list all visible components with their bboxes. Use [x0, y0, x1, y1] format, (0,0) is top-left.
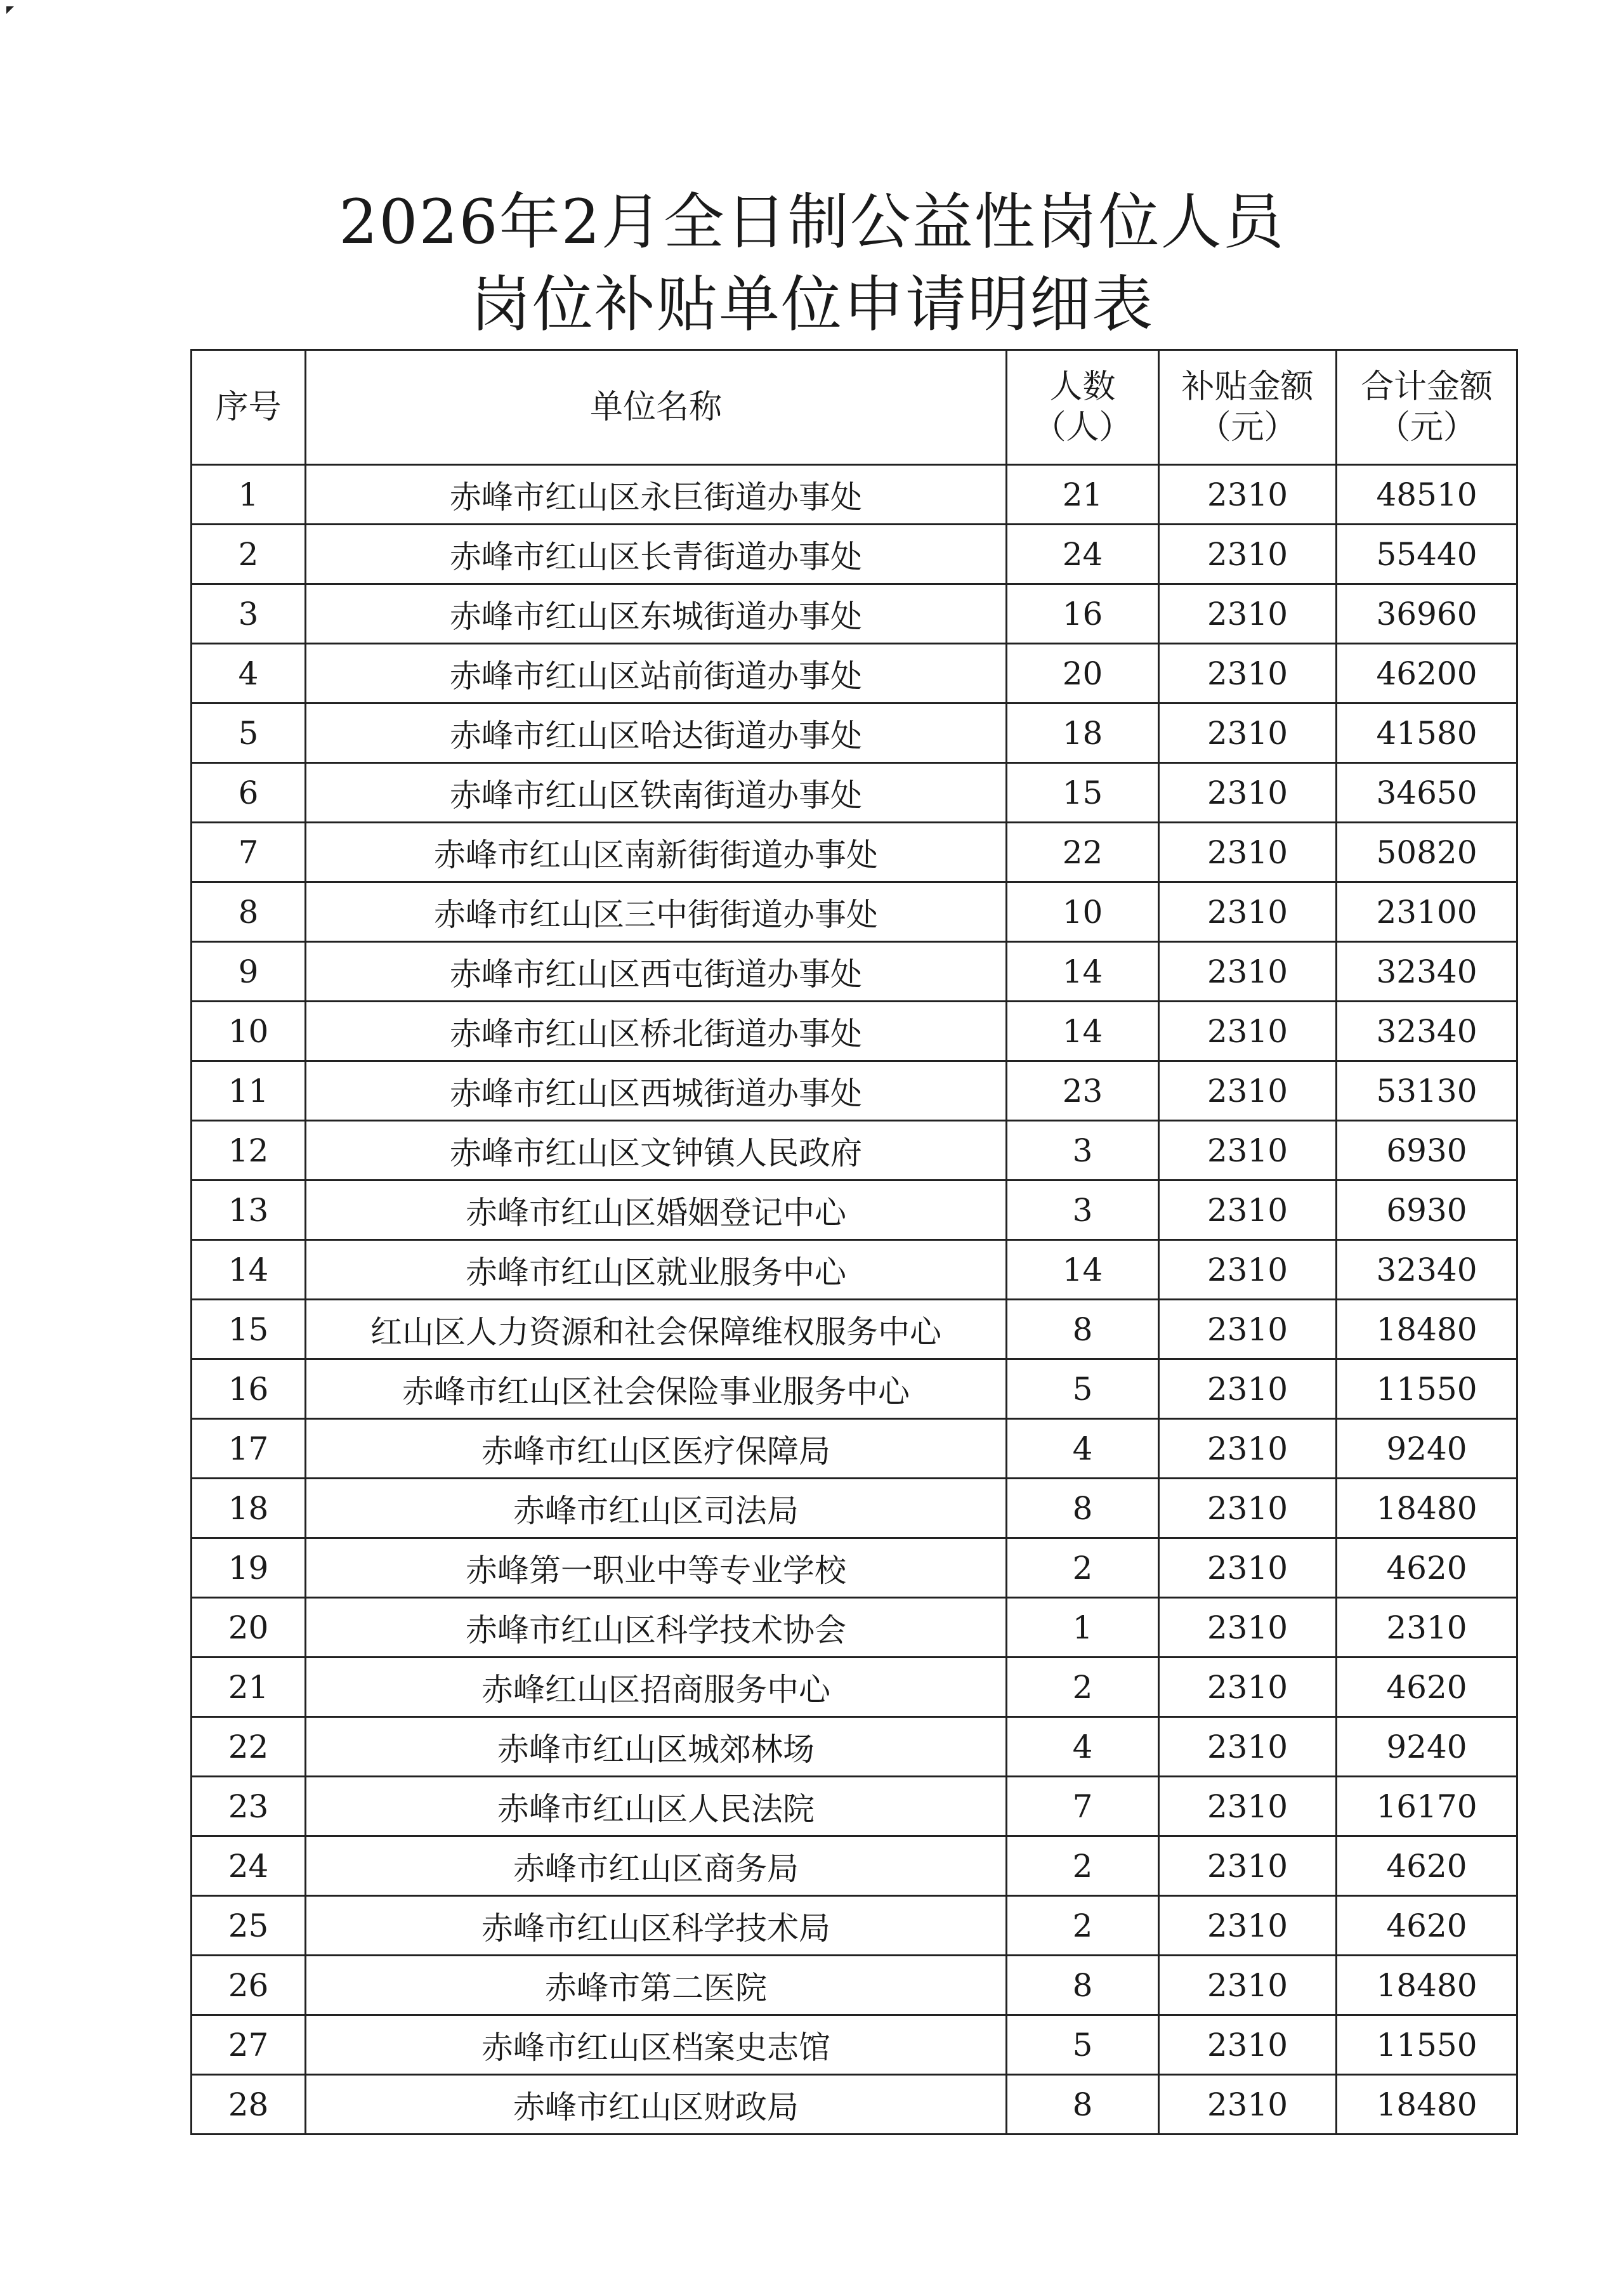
cell-no: 25 [192, 1896, 306, 1956]
cell-unit-name: 赤峰市红山区永巨街道办事处 [306, 465, 1007, 525]
table-header [192, 350, 1517, 465]
cell-count: 8 [1007, 1300, 1159, 1359]
cell-unit-name: 赤峰市红山区人民法院 [306, 1777, 1007, 1836]
cell-no: 15 [192, 1300, 306, 1359]
cell-count: 14 [1007, 1240, 1159, 1300]
table-row [192, 1658, 1517, 1717]
header-unit-name: 单位名称 [306, 350, 1007, 465]
table-row [192, 1479, 1517, 1538]
table-row [192, 465, 1517, 525]
cell-count: 4 [1007, 1419, 1159, 1479]
cell-total: 4620 [1337, 1538, 1517, 1598]
cell-no: 5 [192, 703, 306, 763]
cell-count: 23 [1007, 1061, 1159, 1121]
cell-unit-name: 赤峰红山区招商服务中心 [306, 1658, 1007, 1717]
cell-count: 4 [1007, 1717, 1159, 1777]
header-count [1007, 350, 1159, 465]
cell-total: 53130 [1337, 1061, 1517, 1121]
cell-subsidy: 2310 [1159, 1836, 1337, 1896]
cell-total: 4620 [1337, 1658, 1517, 1717]
cell-subsidy: 2310 [1159, 1061, 1337, 1121]
cell-no: 28 [192, 2075, 306, 2135]
cell-subsidy: 2310 [1159, 763, 1337, 823]
cell-total: 9240 [1337, 1419, 1517, 1479]
cell-subsidy: 2310 [1159, 1538, 1337, 1598]
cell-subsidy: 2310 [1159, 942, 1337, 1002]
cell-subsidy: 2310 [1159, 525, 1337, 584]
cell-count: 2 [1007, 1538, 1159, 1598]
cell-subsidy: 2310 [1159, 584, 1337, 644]
table-row [192, 763, 1517, 823]
cell-total: 18480 [1337, 1479, 1517, 1538]
cell-subsidy: 2310 [1159, 703, 1337, 763]
cell-no: 11 [192, 1061, 306, 1121]
table-row [192, 1359, 1517, 1419]
cell-count: 8 [1007, 1956, 1159, 2015]
table-row [192, 882, 1517, 942]
cell-total: 16170 [1337, 1777, 1517, 1836]
cell-unit-name: 赤峰市红山区桥北街道办事处 [306, 1002, 1007, 1061]
header-count-label: 人数 [1049, 368, 1116, 406]
table-row [192, 1002, 1517, 1061]
cell-no: 26 [192, 1956, 306, 2015]
cell-count: 8 [1007, 2075, 1159, 2135]
cell-no: 17 [192, 1419, 306, 1479]
document-title-line-1: 2026年2月全日制公益性岗位人员 [339, 186, 1285, 258]
cell-unit-name: 赤峰市红山区东城街道办事处 [306, 584, 1007, 644]
cell-no: 27 [192, 2015, 306, 2075]
header-row [192, 350, 1517, 465]
table-row [192, 1538, 1517, 1598]
subsidy-detail-table [190, 349, 1518, 2135]
cell-unit-name: 红山区人力资源和社会保障维权服务中心 [306, 1300, 1007, 1359]
table-row [192, 1061, 1517, 1121]
cell-unit-name: 赤峰市红山区财政局 [306, 2075, 1007, 2135]
document-title-line-2: 岗位补贴单位申请明细表 [470, 269, 1154, 340]
cell-total: 50820 [1337, 823, 1517, 882]
cell-unit-name: 赤峰市红山区档案史志馆 [306, 2015, 1007, 2075]
cell-total: 18480 [1337, 1956, 1517, 2015]
cell-total: 4620 [1337, 1836, 1517, 1896]
cell-no: 14 [192, 1240, 306, 1300]
cell-no: 20 [192, 1598, 306, 1658]
cell-no: 10 [192, 1002, 306, 1061]
cell-total: 36960 [1337, 584, 1517, 644]
table-row [192, 1121, 1517, 1180]
cell-no: 9 [192, 942, 306, 1002]
cell-count: 18 [1007, 703, 1159, 763]
cell-count: 2 [1007, 1658, 1159, 1717]
cell-subsidy: 2310 [1159, 1180, 1337, 1240]
table-row [192, 942, 1517, 1002]
cell-no: 19 [192, 1538, 306, 1598]
cell-subsidy: 2310 [1159, 1121, 1337, 1180]
cell-count: 24 [1007, 525, 1159, 584]
cell-subsidy: 2310 [1159, 1300, 1337, 1359]
table-row [192, 1180, 1517, 1240]
header-total-label: 合计金额 [1360, 368, 1493, 406]
cell-total: 4620 [1337, 1896, 1517, 1956]
cell-total: 9240 [1337, 1717, 1517, 1777]
cell-subsidy: 2310 [1159, 1359, 1337, 1419]
cell-count: 7 [1007, 1777, 1159, 1836]
cell-total: 41580 [1337, 703, 1517, 763]
cell-total: 32340 [1337, 1240, 1517, 1300]
cell-unit-name: 赤峰市红山区铁南街道办事处 [306, 763, 1007, 823]
cell-total: 55440 [1337, 525, 1517, 584]
cell-unit-name: 赤峰市红山区西城街道办事处 [306, 1061, 1007, 1121]
cell-unit-name: 赤峰市红山区南新街街道办事处 [306, 823, 1007, 882]
table-row [192, 1240, 1517, 1300]
cell-count: 3 [1007, 1180, 1159, 1240]
table-row [192, 644, 1517, 703]
cell-total: 2310 [1337, 1598, 1517, 1658]
cell-subsidy: 2310 [1159, 882, 1337, 942]
cell-unit-name: 赤峰市红山区科学技术协会 [306, 1598, 1007, 1658]
table-row [192, 1836, 1517, 1896]
cell-subsidy: 2310 [1159, 2015, 1337, 2075]
cell-no: 1 [192, 465, 306, 525]
cell-subsidy: 2310 [1159, 1002, 1337, 1061]
cell-subsidy: 2310 [1159, 2075, 1337, 2135]
cell-unit-name: 赤峰市红山区哈达街道办事处 [306, 703, 1007, 763]
cell-count: 21 [1007, 465, 1159, 525]
cell-subsidy: 2310 [1159, 1956, 1337, 2015]
cell-subsidy: 2310 [1159, 1717, 1337, 1777]
header-total [1337, 350, 1517, 465]
cell-total: 23100 [1337, 882, 1517, 942]
cell-subsidy: 2310 [1159, 644, 1337, 703]
cell-count: 14 [1007, 942, 1159, 1002]
table-row [192, 823, 1517, 882]
table-row [192, 584, 1517, 644]
cell-total: 6930 [1337, 1121, 1517, 1180]
cell-unit-name: 赤峰市红山区西屯街道办事处 [306, 942, 1007, 1002]
header-subsidy [1159, 350, 1337, 465]
table-row [192, 1300, 1517, 1359]
cell-no: 2 [192, 525, 306, 584]
cell-subsidy: 2310 [1159, 1777, 1337, 1836]
table-row [192, 1896, 1517, 1956]
cell-count: 1 [1007, 1598, 1159, 1658]
cell-total: 6930 [1337, 1180, 1517, 1240]
cell-count: 22 [1007, 823, 1159, 882]
cell-unit-name: 赤峰市红山区文钟镇人民政府 [306, 1121, 1007, 1180]
scan-corner-mark [6, 6, 14, 14]
cell-no: 7 [192, 823, 306, 882]
cell-total: 32340 [1337, 942, 1517, 1002]
cell-total: 11550 [1337, 1359, 1517, 1419]
cell-count: 10 [1007, 882, 1159, 942]
table-body [192, 465, 1517, 2135]
table-row [192, 1419, 1517, 1479]
cell-no: 13 [192, 1180, 306, 1240]
cell-unit-name: 赤峰第一职业中等专业学校 [306, 1538, 1007, 1598]
cell-subsidy: 2310 [1159, 1896, 1337, 1956]
cell-count: 5 [1007, 1359, 1159, 1419]
cell-unit-name: 赤峰市红山区商务局 [306, 1836, 1007, 1896]
cell-subsidy: 2310 [1159, 1658, 1337, 1717]
cell-no: 21 [192, 1658, 306, 1717]
cell-total: 18480 [1337, 1300, 1517, 1359]
cell-unit-name: 赤峰市红山区司法局 [306, 1479, 1007, 1538]
cell-total: 32340 [1337, 1002, 1517, 1061]
cell-count: 2 [1007, 1836, 1159, 1896]
cell-no: 16 [192, 1359, 306, 1419]
table-row [192, 2075, 1517, 2135]
header-subsidy-unit: （元） [1198, 409, 1297, 447]
cell-unit-name: 赤峰市红山区婚姻登记中心 [306, 1180, 1007, 1240]
table-row [192, 1717, 1517, 1777]
cell-count: 5 [1007, 2015, 1159, 2075]
cell-no: 18 [192, 1479, 306, 1538]
cell-unit-name: 赤峰市红山区就业服务中心 [306, 1240, 1007, 1300]
cell-total: 18480 [1337, 2075, 1517, 2135]
header-no: 序号 [192, 350, 306, 465]
cell-total: 11550 [1337, 2015, 1517, 2075]
cell-unit-name: 赤峰市红山区三中街街道办事处 [306, 882, 1007, 942]
cell-no: 3 [192, 584, 306, 644]
table-row [192, 2015, 1517, 2075]
cell-unit-name: 赤峰市第二医院 [306, 1956, 1007, 2015]
cell-count: 16 [1007, 584, 1159, 644]
cell-subsidy: 2310 [1159, 1479, 1337, 1538]
cell-unit-name: 赤峰市红山区医疗保障局 [306, 1419, 1007, 1479]
header-total-unit: （元） [1377, 409, 1476, 447]
cell-unit-name: 赤峰市红山区站前街道办事处 [306, 644, 1007, 703]
cell-total: 34650 [1337, 763, 1517, 823]
cell-count: 8 [1007, 1479, 1159, 1538]
table-row [192, 1598, 1517, 1658]
cell-no: 22 [192, 1717, 306, 1777]
cell-count: 3 [1007, 1121, 1159, 1180]
cell-subsidy: 2310 [1159, 465, 1337, 525]
cell-unit-name: 赤峰市红山区长青街道办事处 [306, 525, 1007, 584]
cell-total: 46200 [1337, 644, 1517, 703]
cell-count: 15 [1007, 763, 1159, 823]
cell-total: 48510 [1337, 465, 1517, 525]
cell-count: 20 [1007, 644, 1159, 703]
cell-no: 23 [192, 1777, 306, 1836]
cell-subsidy: 2310 [1159, 1240, 1337, 1300]
cell-no: 8 [192, 882, 306, 942]
cell-count: 2 [1007, 1896, 1159, 1956]
cell-unit-name: 赤峰市红山区社会保险事业服务中心 [306, 1359, 1007, 1419]
header-subsidy-label: 补贴金额 [1181, 368, 1314, 406]
cell-no: 4 [192, 644, 306, 703]
cell-no: 24 [192, 1836, 306, 1896]
cell-count: 14 [1007, 1002, 1159, 1061]
table-row [192, 525, 1517, 584]
cell-subsidy: 2310 [1159, 823, 1337, 882]
cell-unit-name: 赤峰市红山区城郊林场 [306, 1717, 1007, 1777]
cell-unit-name: 赤峰市红山区科学技术局 [306, 1896, 1007, 1956]
table-row [192, 703, 1517, 763]
header-count-unit: （人） [1033, 409, 1132, 447]
cell-subsidy: 2310 [1159, 1598, 1337, 1658]
cell-no: 6 [192, 763, 306, 823]
cell-subsidy: 2310 [1159, 1419, 1337, 1479]
table-row [192, 1956, 1517, 2015]
table-row [192, 1777, 1517, 1836]
cell-no: 12 [192, 1121, 306, 1180]
